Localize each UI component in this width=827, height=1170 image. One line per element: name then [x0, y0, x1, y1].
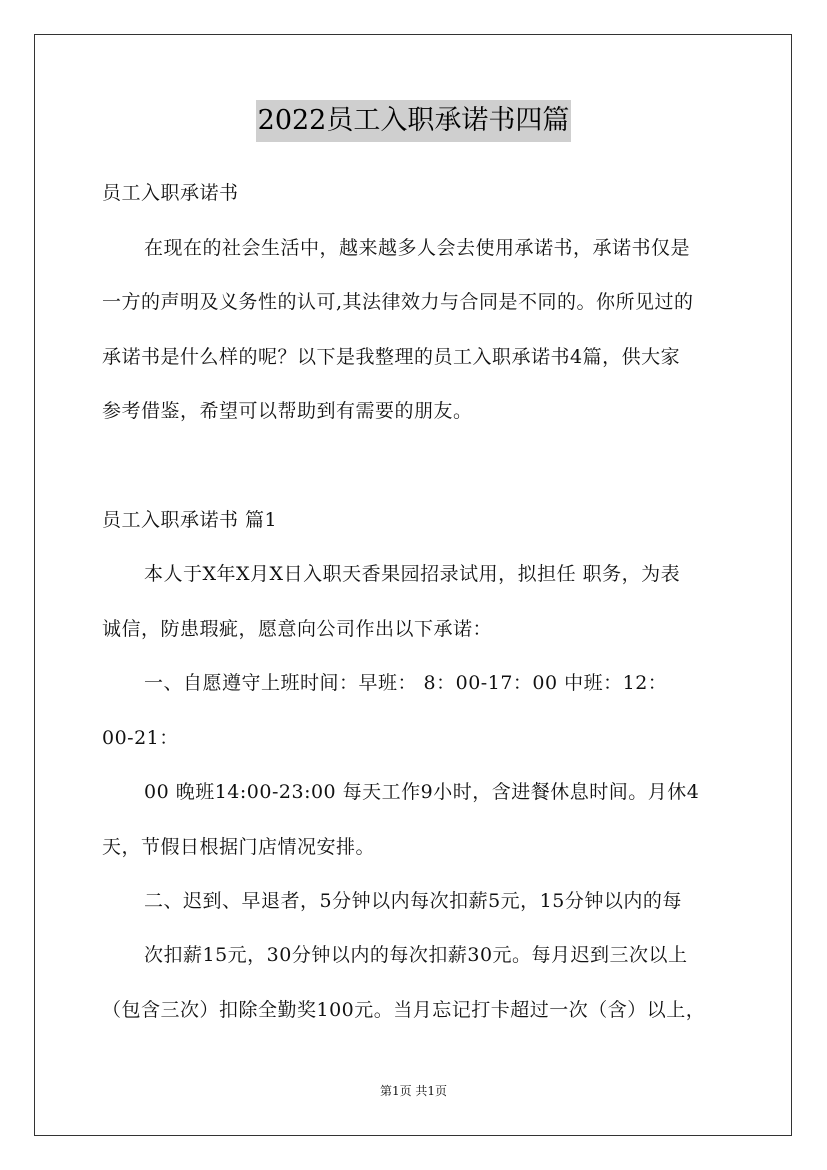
paragraph-line: 00-21：	[102, 727, 179, 749]
paragraph-line: 00 晚班14:00-23:00 每天工作9小时，含进餐休息时间。月休4	[144, 781, 700, 803]
paragraph-line: （包含三次）扣除全勤奖100元。当月忘记打卡超过一次（含）以上，	[102, 999, 706, 1021]
document-title-wrap	[0, 100, 827, 142]
paragraph-line: 本人于X年X月X日入职天香果园招录试用，拟担任 职务，为表	[144, 563, 681, 585]
paragraph-line: 一方的声明及义务性的认可,其法律效力与合同是不同的。你所见过的	[102, 291, 694, 313]
section-heading: 员工入职承诺书 篇1	[102, 509, 278, 531]
paragraph-line: 在现在的社会生活中，越来越多人会去使用承诺书，承诺书仅是	[144, 237, 691, 259]
page-number: 第1页 共1页	[379, 1084, 448, 1098]
paragraph-line: 一、自愿遵守上班时间：早班： 8：00-17：00 中班：12：	[144, 672, 668, 694]
paragraph-line: 承诺书是什么样的呢？以下是我整理的员工入职承诺书4篇，供大家	[102, 346, 681, 368]
paragraph-line: 参考借鉴，希望可以帮助到有需要的朋友。	[102, 400, 473, 422]
paragraph-line: 天，节假日根据门店情况安排。	[102, 836, 376, 858]
section-heading: 员工入职承诺书	[102, 182, 239, 204]
document-title: 2022员工入职承诺书四篇	[256, 100, 572, 142]
paragraph-line: 二、迟到、早退者，5分钟以内每次扣薪5元，15分钟以内的每	[144, 890, 682, 912]
paragraph-line: 诚信，防患瑕疵，愿意向公司作出以下承诺：	[102, 618, 493, 640]
paragraph-line: 次扣薪15元，30分钟以内的每次扣薪30元。每月迟到三次以上	[144, 944, 688, 966]
